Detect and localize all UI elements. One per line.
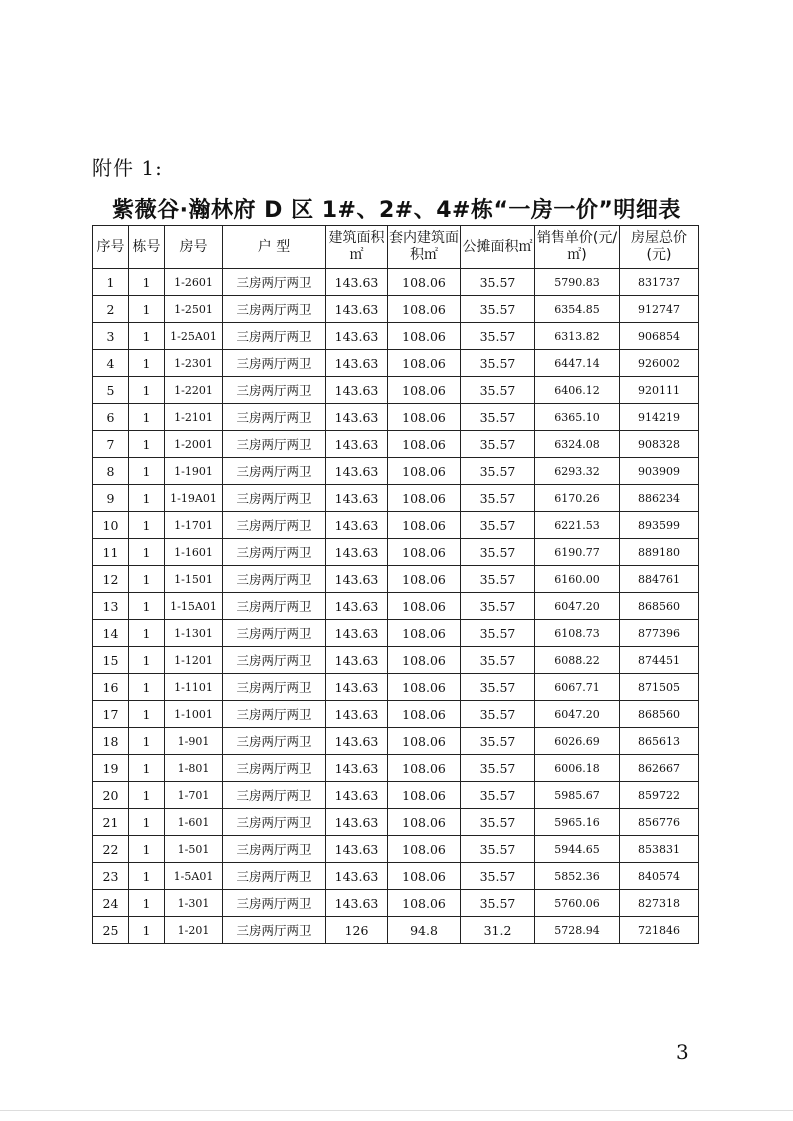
cell-inner-area: 108.06 [388, 890, 461, 917]
cell-building: 1 [129, 404, 165, 431]
cell-seq: 12 [93, 566, 129, 593]
cell-unit-price: 6047.20 [535, 593, 620, 620]
cell-inner-area: 108.06 [388, 836, 461, 863]
cell-room: 1-801 [165, 755, 223, 782]
cell-seq: 25 [93, 917, 129, 944]
cell-room: 1-2101 [165, 404, 223, 431]
cell-unit-price: 6108.73 [535, 620, 620, 647]
cell-shared-area: 35.57 [461, 728, 535, 755]
cell-gross-area: 143.63 [326, 323, 388, 350]
cell-gross-area: 143.63 [326, 458, 388, 485]
cell-building: 1 [129, 323, 165, 350]
cell-inner-area: 108.06 [388, 809, 461, 836]
cell-unit-price: 5985.67 [535, 782, 620, 809]
cell-seq: 7 [93, 431, 129, 458]
cell-room: 1-25A01 [165, 323, 223, 350]
cell-seq: 21 [93, 809, 129, 836]
cell-layout: 三房两厅两卫 [223, 755, 326, 782]
cell-gross-area: 143.63 [326, 890, 388, 917]
cell-layout: 三房两厅两卫 [223, 809, 326, 836]
cell-shared-area: 35.57 [461, 782, 535, 809]
cell-layout: 三房两厅两卫 [223, 917, 326, 944]
cell-unit-price: 5790.83 [535, 269, 620, 296]
cell-gross-area: 143.63 [326, 566, 388, 593]
table-row [93, 809, 699, 836]
cell-room: 1-701 [165, 782, 223, 809]
cell-total-price: 920111 [620, 377, 699, 404]
cell-unit-price: 6324.08 [535, 431, 620, 458]
cell-total-price: 827318 [620, 890, 699, 917]
table-row [93, 485, 699, 512]
cell-unit-price: 6354.85 [535, 296, 620, 323]
cell-building: 1 [129, 512, 165, 539]
cell-total-price: 926002 [620, 350, 699, 377]
header-inner-area: 套内建筑面积㎡ [388, 226, 461, 269]
table-row [93, 404, 699, 431]
table-row [93, 350, 699, 377]
cell-seq: 22 [93, 836, 129, 863]
cell-seq: 20 [93, 782, 129, 809]
cell-gross-area: 143.63 [326, 782, 388, 809]
cell-total-price: 889180 [620, 539, 699, 566]
cell-building: 1 [129, 431, 165, 458]
cell-layout: 三房两厅两卫 [223, 431, 326, 458]
cell-building: 1 [129, 539, 165, 566]
cell-total-price: 886234 [620, 485, 699, 512]
table-row [93, 782, 699, 809]
cell-gross-area: 143.63 [326, 350, 388, 377]
cell-layout: 三房两厅两卫 [223, 647, 326, 674]
cell-total-price: 862667 [620, 755, 699, 782]
table-row [93, 863, 699, 890]
attachment-label: 附件 1: [92, 156, 163, 180]
cell-building: 1 [129, 458, 165, 485]
cell-inner-area: 108.06 [388, 566, 461, 593]
cell-total-price: 868560 [620, 593, 699, 620]
cell-inner-area: 108.06 [388, 647, 461, 674]
cell-unit-price: 6026.69 [535, 728, 620, 755]
cell-total-price: 877396 [620, 620, 699, 647]
header-layout: 户 型 [223, 226, 326, 269]
cell-inner-area: 108.06 [388, 782, 461, 809]
cell-building: 1 [129, 593, 165, 620]
cell-seq: 9 [93, 485, 129, 512]
cell-unit-price: 6221.53 [535, 512, 620, 539]
table-row [93, 269, 699, 296]
cell-unit-price: 5965.16 [535, 809, 620, 836]
cell-seq: 24 [93, 890, 129, 917]
cell-room: 1-1601 [165, 539, 223, 566]
cell-gross-area: 143.63 [326, 863, 388, 890]
cell-shared-area: 35.57 [461, 485, 535, 512]
cell-shared-area: 35.57 [461, 458, 535, 485]
table-row [93, 755, 699, 782]
cell-layout: 三房两厅两卫 [223, 782, 326, 809]
cell-total-price: 865613 [620, 728, 699, 755]
cell-layout: 三房两厅两卫 [223, 539, 326, 566]
cell-building: 1 [129, 296, 165, 323]
cell-inner-area: 108.06 [388, 755, 461, 782]
cell-building: 1 [129, 377, 165, 404]
cell-inner-area: 108.06 [388, 620, 461, 647]
cell-gross-area: 143.63 [326, 809, 388, 836]
cell-shared-area: 35.57 [461, 809, 535, 836]
cell-shared-area: 35.57 [461, 269, 535, 296]
cell-shared-area: 35.57 [461, 431, 535, 458]
cell-seq: 10 [93, 512, 129, 539]
cell-room: 1-2601 [165, 269, 223, 296]
cell-inner-area: 108.06 [388, 431, 461, 458]
document-title: 紫薇谷·瀚林府 D 区 1#、2#、4#栋“一房一价”明细表 [112, 198, 681, 223]
cell-building: 1 [129, 890, 165, 917]
cell-layout: 三房两厅两卫 [223, 404, 326, 431]
cell-inner-area: 108.06 [388, 701, 461, 728]
cell-seq: 14 [93, 620, 129, 647]
cell-seq: 4 [93, 350, 129, 377]
cell-room: 1-19A01 [165, 485, 223, 512]
table-row [93, 620, 699, 647]
cell-room: 1-1701 [165, 512, 223, 539]
table-row [93, 377, 699, 404]
header-shared-area: 公摊面积㎡ [461, 226, 535, 269]
cell-layout: 三房两厅两卫 [223, 512, 326, 539]
cell-total-price: 856776 [620, 809, 699, 836]
cell-unit-price: 5728.94 [535, 917, 620, 944]
table-row [93, 512, 699, 539]
table-row [93, 917, 699, 944]
cell-shared-area: 35.57 [461, 593, 535, 620]
header-total-price: 房屋总价(元) [620, 226, 699, 269]
cell-room: 1-2001 [165, 431, 223, 458]
table-row [93, 458, 699, 485]
cell-gross-area: 143.63 [326, 377, 388, 404]
cell-total-price: 906854 [620, 323, 699, 350]
cell-inner-area: 108.06 [388, 728, 461, 755]
cell-seq: 11 [93, 539, 129, 566]
cell-unit-price: 6160.00 [535, 566, 620, 593]
cell-room: 1-1901 [165, 458, 223, 485]
cell-building: 1 [129, 782, 165, 809]
cell-shared-area: 35.57 [461, 512, 535, 539]
cell-shared-area: 35.57 [461, 323, 535, 350]
cell-room: 1-501 [165, 836, 223, 863]
cell-room: 1-2301 [165, 350, 223, 377]
cell-gross-area: 143.63 [326, 620, 388, 647]
cell-layout: 三房两厅两卫 [223, 485, 326, 512]
cell-shared-area: 31.2 [461, 917, 535, 944]
cell-building: 1 [129, 728, 165, 755]
cell-shared-area: 35.57 [461, 350, 535, 377]
cell-shared-area: 35.57 [461, 566, 535, 593]
cell-layout: 三房两厅两卫 [223, 701, 326, 728]
cell-building: 1 [129, 674, 165, 701]
cell-seq: 19 [93, 755, 129, 782]
cell-gross-area: 143.63 [326, 674, 388, 701]
cell-gross-area: 143.63 [326, 512, 388, 539]
cell-layout: 三房两厅两卫 [223, 296, 326, 323]
cell-room: 1-1001 [165, 701, 223, 728]
cell-room: 1-15A01 [165, 593, 223, 620]
cell-unit-price: 5760.06 [535, 890, 620, 917]
cell-unit-price: 6067.71 [535, 674, 620, 701]
cell-inner-area: 108.06 [388, 458, 461, 485]
cell-building: 1 [129, 809, 165, 836]
cell-total-price: 874451 [620, 647, 699, 674]
cell-layout: 三房两厅两卫 [223, 377, 326, 404]
cell-gross-area: 143.63 [326, 755, 388, 782]
cell-seq: 6 [93, 404, 129, 431]
cell-shared-area: 35.57 [461, 404, 535, 431]
table-row [93, 728, 699, 755]
cell-layout: 三房两厅两卫 [223, 863, 326, 890]
table-row [93, 323, 699, 350]
table-row [93, 647, 699, 674]
cell-seq: 17 [93, 701, 129, 728]
cell-building: 1 [129, 566, 165, 593]
cell-seq: 5 [93, 377, 129, 404]
table-row [93, 593, 699, 620]
price-detail-table [92, 225, 699, 944]
cell-inner-area: 108.06 [388, 269, 461, 296]
table-row [93, 296, 699, 323]
cell-gross-area: 143.63 [326, 647, 388, 674]
cell-shared-area: 35.57 [461, 701, 535, 728]
page-bottom-divider [0, 1110, 793, 1111]
cell-inner-area: 108.06 [388, 323, 461, 350]
cell-total-price: 721846 [620, 917, 699, 944]
cell-building: 1 [129, 755, 165, 782]
cell-room: 1-1101 [165, 674, 223, 701]
cell-total-price: 868560 [620, 701, 699, 728]
table-row [93, 836, 699, 863]
cell-inner-area: 108.06 [388, 512, 461, 539]
cell-shared-area: 35.57 [461, 674, 535, 701]
cell-shared-area: 35.57 [461, 539, 535, 566]
cell-seq: 16 [93, 674, 129, 701]
cell-gross-area: 143.63 [326, 836, 388, 863]
cell-unit-price: 6088.22 [535, 647, 620, 674]
cell-room: 1-1501 [165, 566, 223, 593]
cell-gross-area: 143.63 [326, 593, 388, 620]
header-gross-area: 建筑面积㎡ [326, 226, 388, 269]
header-building: 栋号 [129, 226, 165, 269]
cell-room: 1-301 [165, 890, 223, 917]
cell-layout: 三房两厅两卫 [223, 836, 326, 863]
cell-layout: 三房两厅两卫 [223, 620, 326, 647]
cell-shared-area: 35.57 [461, 620, 535, 647]
cell-total-price: 884761 [620, 566, 699, 593]
cell-unit-price: 6047.20 [535, 701, 620, 728]
cell-total-price: 859722 [620, 782, 699, 809]
cell-building: 1 [129, 269, 165, 296]
cell-gross-area: 143.63 [326, 404, 388, 431]
cell-total-price: 912747 [620, 296, 699, 323]
cell-seq: 18 [93, 728, 129, 755]
cell-inner-area: 108.06 [388, 674, 461, 701]
cell-layout: 三房两厅两卫 [223, 890, 326, 917]
cell-gross-area: 143.63 [326, 485, 388, 512]
cell-room: 1-901 [165, 728, 223, 755]
cell-gross-area: 143.63 [326, 701, 388, 728]
cell-layout: 三房两厅两卫 [223, 323, 326, 350]
cell-total-price: 831737 [620, 269, 699, 296]
table-row [93, 701, 699, 728]
cell-gross-area: 126 [326, 917, 388, 944]
cell-room: 1-2501 [165, 296, 223, 323]
cell-room: 1-1201 [165, 647, 223, 674]
cell-building: 1 [129, 485, 165, 512]
cell-total-price: 903909 [620, 458, 699, 485]
cell-inner-area: 108.06 [388, 863, 461, 890]
cell-room: 1-5A01 [165, 863, 223, 890]
cell-unit-price: 6447.14 [535, 350, 620, 377]
table-row [93, 539, 699, 566]
cell-layout: 三房两厅两卫 [223, 350, 326, 377]
cell-gross-area: 143.63 [326, 269, 388, 296]
cell-inner-area: 94.8 [388, 917, 461, 944]
cell-total-price: 871505 [620, 674, 699, 701]
cell-inner-area: 108.06 [388, 485, 461, 512]
cell-layout: 三房两厅两卫 [223, 593, 326, 620]
cell-total-price: 893599 [620, 512, 699, 539]
cell-unit-price: 6170.26 [535, 485, 620, 512]
cell-layout: 三房两厅两卫 [223, 458, 326, 485]
cell-total-price: 840574 [620, 863, 699, 890]
cell-unit-price: 6365.10 [535, 404, 620, 431]
cell-shared-area: 35.57 [461, 836, 535, 863]
header-seq: 序号 [93, 226, 129, 269]
cell-room: 1-201 [165, 917, 223, 944]
cell-layout: 三房两厅两卫 [223, 728, 326, 755]
cell-shared-area: 35.57 [461, 377, 535, 404]
cell-inner-area: 108.06 [388, 377, 461, 404]
cell-shared-area: 35.57 [461, 863, 535, 890]
cell-shared-area: 35.57 [461, 647, 535, 674]
cell-gross-area: 143.63 [326, 539, 388, 566]
table-header-row [93, 226, 699, 269]
cell-gross-area: 143.63 [326, 296, 388, 323]
cell-inner-area: 108.06 [388, 593, 461, 620]
table-row [93, 566, 699, 593]
cell-shared-area: 35.57 [461, 296, 535, 323]
cell-layout: 三房两厅两卫 [223, 566, 326, 593]
cell-unit-price: 6406.12 [535, 377, 620, 404]
cell-room: 1-1301 [165, 620, 223, 647]
cell-building: 1 [129, 917, 165, 944]
cell-building: 1 [129, 350, 165, 377]
cell-room: 1-2201 [165, 377, 223, 404]
cell-building: 1 [129, 836, 165, 863]
cell-shared-area: 35.57 [461, 890, 535, 917]
table-row [93, 674, 699, 701]
cell-inner-area: 108.06 [388, 404, 461, 431]
header-unit-price: 销售单价(元/㎡) [535, 226, 620, 269]
cell-seq: 13 [93, 593, 129, 620]
cell-total-price: 908328 [620, 431, 699, 458]
cell-seq: 8 [93, 458, 129, 485]
cell-shared-area: 35.57 [461, 755, 535, 782]
cell-inner-area: 108.06 [388, 296, 461, 323]
cell-layout: 三房两厅两卫 [223, 269, 326, 296]
cell-inner-area: 108.06 [388, 350, 461, 377]
cell-seq: 3 [93, 323, 129, 350]
cell-seq: 1 [93, 269, 129, 296]
cell-unit-price: 6293.32 [535, 458, 620, 485]
cell-seq: 15 [93, 647, 129, 674]
cell-seq: 23 [93, 863, 129, 890]
cell-gross-area: 143.63 [326, 431, 388, 458]
cell-building: 1 [129, 701, 165, 728]
cell-layout: 三房两厅两卫 [223, 674, 326, 701]
cell-unit-price: 6006.18 [535, 755, 620, 782]
cell-seq: 2 [93, 296, 129, 323]
cell-building: 1 [129, 647, 165, 674]
cell-unit-price: 5944.65 [535, 836, 620, 863]
header-room: 房号 [165, 226, 223, 269]
cell-room: 1-601 [165, 809, 223, 836]
cell-unit-price: 5852.36 [535, 863, 620, 890]
cell-unit-price: 6190.77 [535, 539, 620, 566]
cell-gross-area: 143.63 [326, 728, 388, 755]
cell-building: 1 [129, 620, 165, 647]
cell-inner-area: 108.06 [388, 539, 461, 566]
cell-total-price: 914219 [620, 404, 699, 431]
page-number: 3 [676, 1040, 689, 1064]
table-row [93, 431, 699, 458]
cell-building: 1 [129, 863, 165, 890]
cell-total-price: 853831 [620, 836, 699, 863]
table-row [93, 890, 699, 917]
cell-unit-price: 6313.82 [535, 323, 620, 350]
